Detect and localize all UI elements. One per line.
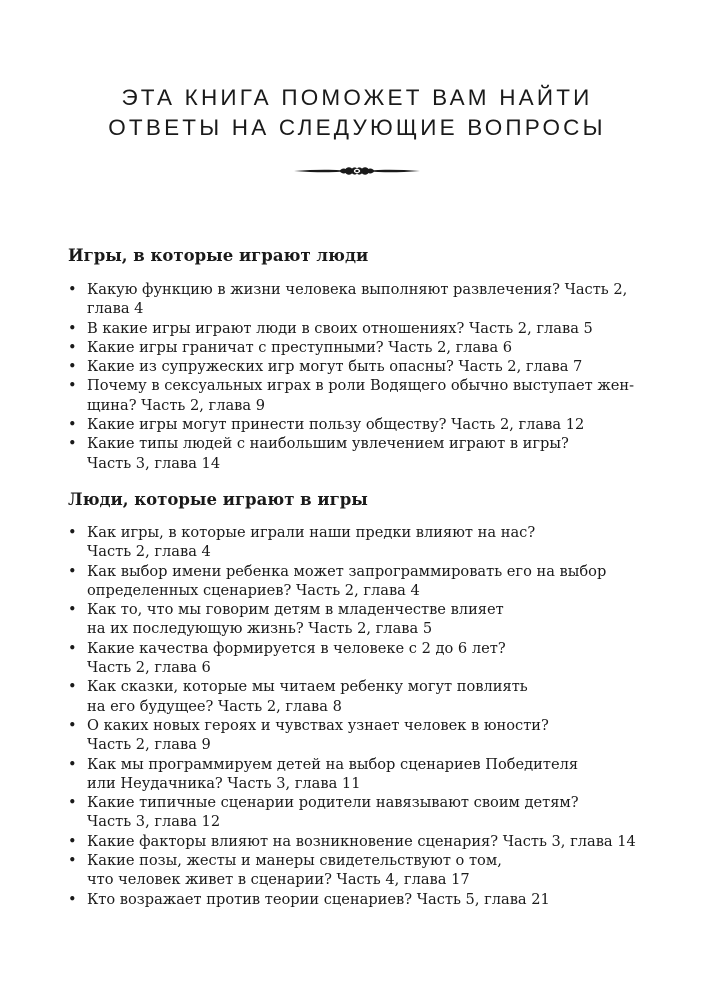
bullet-icon: • — [68, 562, 77, 580]
list-item-line: Как мы программируем детей на выбор сценариев Победителя — [87, 755, 579, 773]
bullet-icon: • — [68, 794, 77, 812]
list-item-line: Какие позы, жесты и манеры свидетельствуют о том, — [87, 852, 502, 870]
list-item — [68, 755, 648, 794]
list-item-line: Как игры, в которые играли наши предки влияют на нас? — [87, 524, 536, 541]
bullet-icon: • — [68, 338, 77, 356]
bullet-icon: • — [68, 319, 77, 337]
list-item-line: Какие игры могут принести пользу обществу? Часть 2, глава 12 — [87, 416, 585, 434]
list-item — [68, 851, 648, 890]
list-item-line: Часть 2, глава 9 — [87, 736, 211, 754]
list-item — [68, 716, 648, 755]
list-item — [68, 415, 648, 434]
list-item-line: Какие из супружеских игр могут быть опасны? Часть 2, глава 7 — [87, 358, 583, 376]
list-item-line: Какие факторы влияют на возникновение сценария? Часть 3, глава 14 — [87, 832, 636, 850]
page-title-line-2: ОТВЕТЫ НА СЛЕДУЮЩИЕ ВОПРОСЫ — [108, 115, 606, 140]
list-item-line: что человек живет в сценарии? Часть 4, глава 17 — [87, 871, 470, 889]
list-item-line: щина? Часть 2, глава 9 — [87, 396, 266, 414]
list-item-line: Какие типы людей с наибольшим увлечением играют в игры? — [87, 435, 569, 453]
flourish-divider-icon — [292, 163, 422, 179]
list-item-line: определенных сценариев? Часть 2, глава 4 — [87, 581, 420, 599]
section-heading-players: Люди, которые играют в игры — [68, 490, 368, 509]
list-item — [68, 319, 648, 338]
list-item — [68, 832, 648, 851]
list-item — [68, 338, 648, 357]
list-item — [68, 523, 648, 562]
list-item — [68, 562, 648, 601]
list-item-line: Какие типичные сценарии родители навязывают своим детям? — [87, 794, 579, 812]
list-item-line: Почему в сексуальных играх в роли Водящего обычно выступает жен- — [87, 377, 635, 395]
list-item-line: Как то, что мы говорим детям в младенчестве влияет — [87, 601, 504, 619]
bullet-icon: • — [68, 358, 77, 376]
list-item — [68, 677, 648, 716]
list-item-line: глава 4 — [87, 300, 144, 318]
list-item-line: Как сказки, которые мы читаем ребенку могут повлиять — [87, 678, 528, 696]
list-item — [68, 280, 648, 319]
bullet-icon: • — [68, 601, 77, 619]
bullet-icon: • — [68, 755, 77, 773]
page-title-line-1: ЭТА КНИГА ПОМОЖЕТ ВАМ НАЙТИ — [121, 85, 593, 110]
list-item — [68, 890, 648, 909]
bullet-icon: • — [68, 377, 77, 395]
list-item — [68, 600, 648, 639]
bullet-icon: • — [68, 639, 77, 657]
list-item-line: Часть 3, глава 14 — [87, 454, 221, 472]
list-item — [68, 357, 648, 376]
list-item-line: Часть 2, глава 6 — [87, 659, 211, 677]
list-item-line: Кто возражает против теории сценариев? Часть 5, глава 21 — [87, 890, 550, 908]
bullet-icon: • — [68, 416, 77, 434]
list-item-line: В какие игры играют люди в своих отношениях? Часть 2, глава 5 — [87, 319, 593, 337]
bullet-icon: • — [68, 832, 77, 850]
list-item-line: Какие игры граничат с преступными? Часть 2, глава 6 — [87, 338, 513, 356]
bullet-icon: • — [68, 852, 77, 870]
list-item-line: или Неудачника? Часть 3, глава 11 — [87, 774, 361, 792]
list-item-line: Как выбор имени ребенка может запрограммировать его на выбор — [87, 562, 607, 580]
questions-list-players — [68, 523, 648, 909]
list-item-line: О каких новых героях и чувствах узнает человек в юности? — [87, 716, 549, 734]
list-item — [68, 434, 648, 473]
bullet-icon: • — [68, 716, 77, 734]
bullet-icon: • — [68, 678, 77, 696]
list-item-line: Часть 2, глава 4 — [87, 543, 211, 561]
questions-list-games — [68, 280, 648, 473]
list-item-line: Какую функцию в жизни человека выполняют развлечения? Часть 2, — [87, 281, 628, 298]
list-item-line: на его будущее? Часть 2, глава 8 — [87, 697, 342, 715]
list-item-line: на их последующую жизнь? Часть 2, глава 5 — [87, 620, 433, 638]
list-item — [68, 639, 648, 678]
list-item-line: Какие качества формируется в человеке с 2 до 6 лет? — [87, 639, 506, 657]
bullet-icon: • — [68, 524, 77, 541]
bullet-icon: • — [68, 435, 77, 453]
bullet-icon: • — [68, 281, 77, 298]
list-item-line: Часть 3, глава 12 — [87, 813, 221, 831]
list-item — [68, 376, 648, 415]
section-heading-games: Игры, в которые играют люди — [68, 246, 369, 265]
bullet-icon: • — [68, 890, 77, 908]
list-item — [68, 793, 648, 832]
